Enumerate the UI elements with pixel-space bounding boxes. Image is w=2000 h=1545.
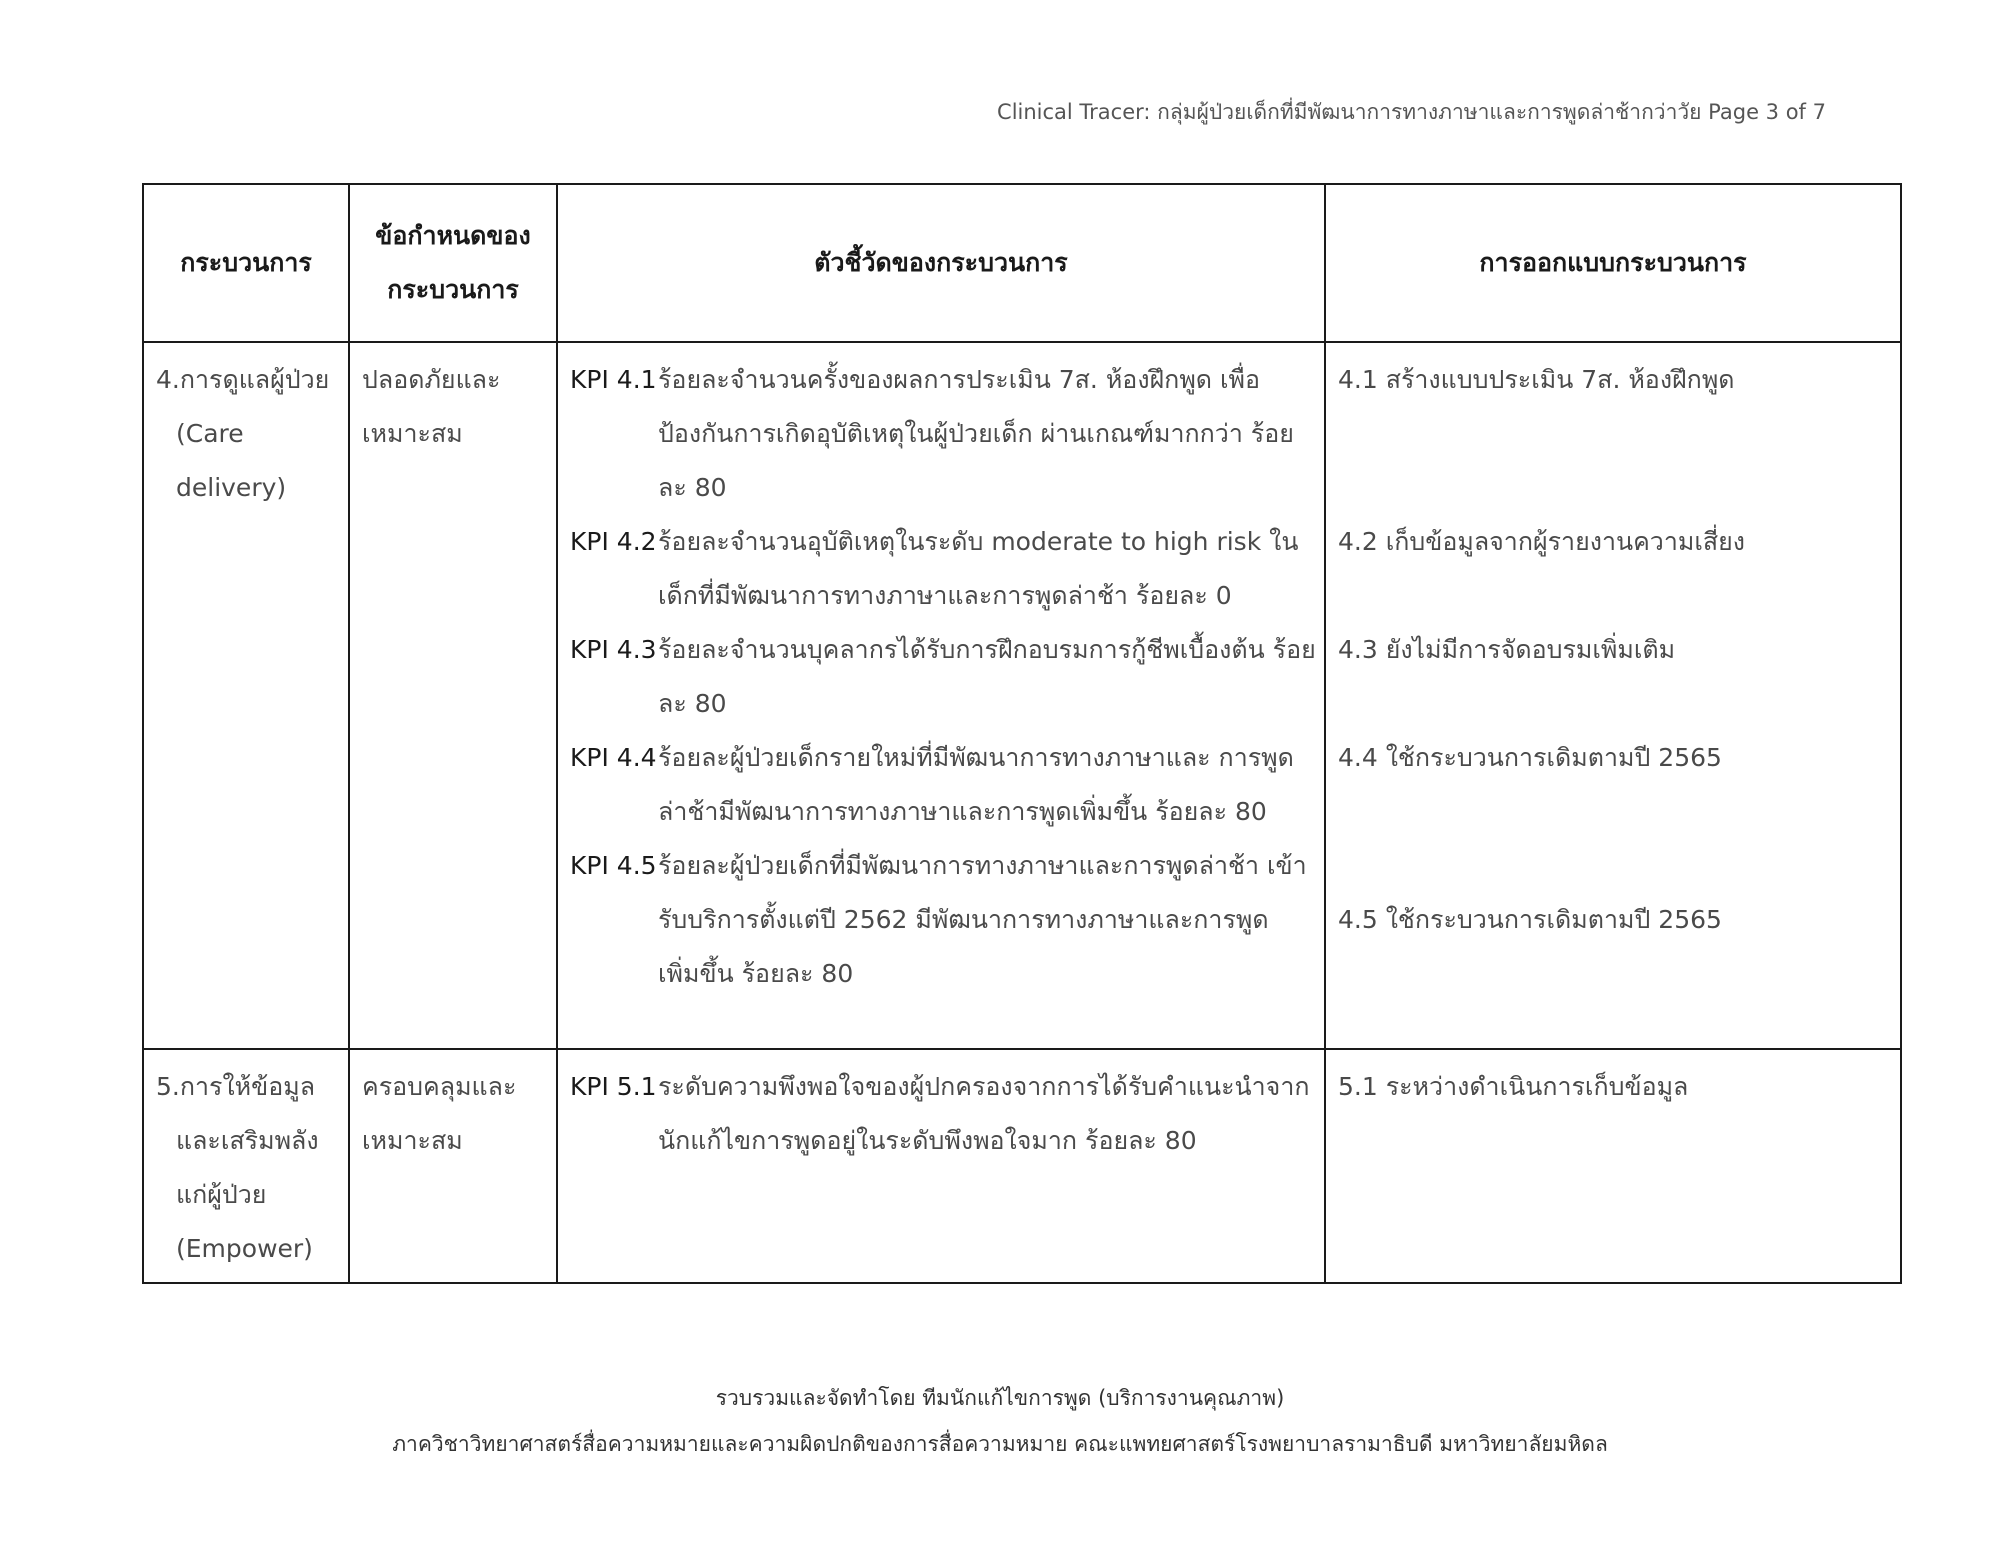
header-process: กระบวนการ xyxy=(143,184,349,342)
kpi-text: ระดับความพึงพอใจของผู้ปกครองจากการได้รับคำแนะนำจาก นักแก้ไขการพูดอยู่ในระดับพึงพอใจมาก ร้อยละ 80 xyxy=(658,1072,1310,1155)
kpi-label: KPI 5.1 xyxy=(570,1072,657,1101)
kpi-label: KPI 4.1 xyxy=(570,365,657,394)
kpi-item xyxy=(570,515,1316,623)
requirement-line: เหมาะสม xyxy=(362,1126,463,1155)
design-item: 4.1 สร้างแบบประเมิน 7ส. ห้องฝึกพูด xyxy=(1338,365,1735,394)
requirement-line: ปลอดภัยและ xyxy=(362,365,501,394)
design-item: 4.4 ใช้กระบวนการเดิมตามปี 2565 xyxy=(1338,743,1722,772)
requirement-cell xyxy=(349,342,557,1049)
kpi-item xyxy=(570,839,1316,1001)
indicator-cell xyxy=(557,342,1325,1049)
process-line: และเสริมพลัง xyxy=(176,1126,319,1155)
kpi-item xyxy=(570,731,1316,839)
process-line: delivery) xyxy=(176,473,287,502)
process-cell xyxy=(143,1049,349,1283)
design-cell xyxy=(1325,342,1901,1049)
kpi-text: ร้อยละจำนวนบุคลากรได้รับการฝึกอบรมการกู้ชีพเบื้องต้น ร้อยละ 80 xyxy=(658,635,1316,718)
requirement-line: ครอบคลุมและ xyxy=(362,1072,517,1101)
table-row xyxy=(143,1049,1901,1283)
clinical-tracer-table xyxy=(142,183,1902,1284)
process-line: (Care xyxy=(176,419,244,448)
table-row xyxy=(143,342,1901,1049)
header-requirement: ข้อกำหนดของ กระบวนการ xyxy=(349,184,557,342)
requirement-cell xyxy=(349,1049,557,1283)
kpi-label: KPI 4.2 xyxy=(570,527,657,556)
kpi-text: ร้อยละจำนวนอุบัติเหตุในระดับ moderate to high risk ใน เด็กที่มีพัฒนาการทางภาษาและการพูดล่าช้า ร้อยละ 0 xyxy=(658,527,1299,610)
kpi-item xyxy=(570,623,1316,731)
process-line: 5.การให้ข้อมูล xyxy=(156,1072,316,1101)
design-item: 4.2 เก็บข้อมูลจากผู้รายงานความเสี่ยง xyxy=(1338,527,1746,556)
kpi-label: KPI 4.3 xyxy=(570,635,657,664)
kpi-text: ร้อยละผู้ป่วยเด็กรายใหม่ที่มีพัฒนาการทางภาษาและ การพูดล่าช้ามีพัฒนาการทางภาษาและการพูดเพิ่มขึ้น ร้อยละ 80 xyxy=(658,743,1294,826)
kpi-text: ร้อยละผู้ป่วยเด็กที่มีพัฒนาการทางภาษาและการพูดล่าช้า เข้ารับบริการตั้งแต่ปี 2562 มีพัฒนาการทางภาษาและการพูด เพิ่มขึ้น ร้อยละ 80 xyxy=(658,851,1307,988)
design-cell xyxy=(1325,1049,1901,1283)
design-item: 4.5 ใช้กระบวนการเดิมตามปี 2565 xyxy=(1338,905,1722,934)
indicator-cell xyxy=(557,1049,1325,1283)
requirement-line: เหมาะสม xyxy=(362,419,463,448)
process-line: (Empower) xyxy=(176,1234,313,1263)
kpi-item xyxy=(570,353,1316,515)
process-line: 4.การดูแลผู้ป่วย xyxy=(156,365,330,394)
header-design: การออกแบบกระบวนการ xyxy=(1325,184,1901,342)
process-cell xyxy=(143,342,349,1049)
design-item: 5.1 ระหว่างดำเนินการเก็บข้อมูล xyxy=(1338,1072,1689,1101)
table-header-row xyxy=(143,184,1901,342)
kpi-item xyxy=(570,1060,1316,1168)
process-line: แก่ผู้ป่วย xyxy=(176,1180,267,1209)
footer-line-1: รวบรวมและจัดทำโดย ทีมนักแก้ไขการพูด (บริการงานคุณภาพ) xyxy=(715,1386,1285,1410)
header-indicator: ตัวชี้วัดของกระบวนการ xyxy=(557,184,1325,342)
kpi-label: KPI 4.5 xyxy=(570,851,657,880)
page-header: Clinical Tracer: กลุ่มผู้ป่วยเด็กที่มีพัฒนาการทางภาษาและการพูดล่าช้ากว่าวัย Page 3 of 7 xyxy=(997,100,1826,124)
design-item: 4.3 ยังไม่มีการจัดอบรมเพิ่มเติม xyxy=(1338,635,1676,664)
kpi-text: ร้อยละจำนวนครั้งของผลการประเมิน 7ส. ห้องฝึกพูด เพื่อป้องกันการเกิดอุบัติเหตุในผู้ป่วยเด็ก ผ่านเกณฑ์มากกว่า ร้อยละ 80 xyxy=(658,365,1294,502)
kpi-label: KPI 4.4 xyxy=(570,743,657,772)
footer-line-2: ภาควิชาวิทยาศาสตร์สื่อความหมายและความผิดปกติของการสื่อความหมาย คณะแพทยศาสตร์โรงพยาบาลรามาธิบดี มหาวิทยาลัยมหิดล xyxy=(392,1432,1608,1456)
